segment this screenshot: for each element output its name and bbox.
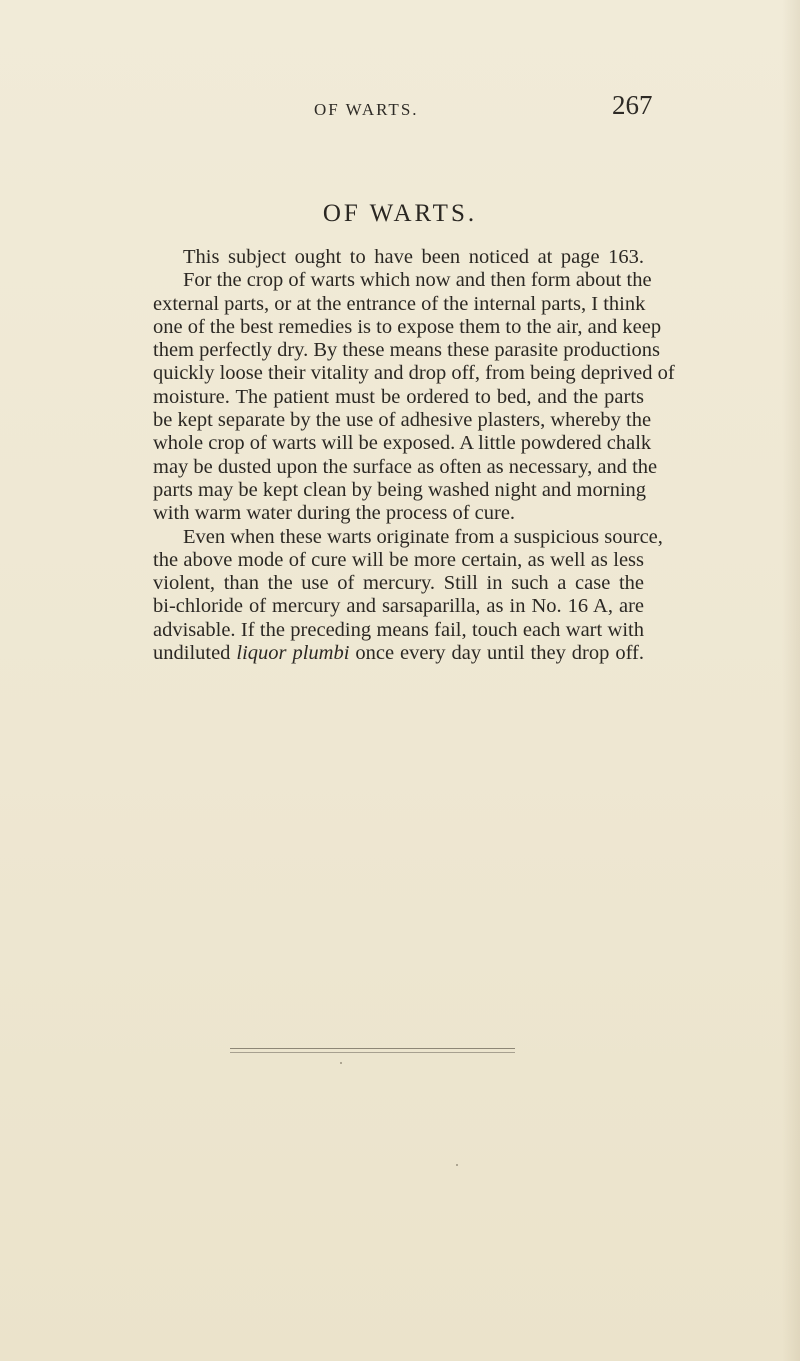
section-rule-secondary xyxy=(230,1052,515,1053)
text-line: whole crop of warts will be exposed. A little powdered chalk xyxy=(153,432,652,455)
section-heading: OF WARTS. xyxy=(322,200,478,227)
text-line: with warm water during the process of cure. xyxy=(153,502,516,525)
text-line: be kept separate by the use of adhesive plasters, whereby the xyxy=(153,409,652,432)
text-line-last xyxy=(153,642,644,665)
text-line: the above mode of cure will be more certain, as well as less xyxy=(153,548,644,571)
text-line: moisture. The patient must be ordered to bed, and the parts xyxy=(153,385,644,408)
body-text xyxy=(153,246,675,665)
text-line: quickly loose their vitality and drop off, from being deprived of xyxy=(153,362,675,385)
text-line: one of the best remedies is to expose them to the air, and keep xyxy=(153,315,662,338)
text-line: them perfectly dry. By these means these parasite productions xyxy=(153,339,661,362)
text-line: may be dusted upon the surface as often as necessary, and the xyxy=(153,455,658,478)
text-line: Even when these warts originate from a suspicious source, xyxy=(183,525,663,548)
text-line: bi-chloride of mercury and sarsaparilla, as in No. 16 A, are xyxy=(153,595,644,618)
page-number: 267 xyxy=(612,90,653,120)
text-line: external parts, or at the entrance of the internal parts, I think xyxy=(153,292,646,315)
text-line: advisable. If the preceding means fail, touch each wart with xyxy=(153,618,644,641)
text-line: This subject ought to have been noticed at page 163. xyxy=(183,246,644,268)
text-line: For the crop of warts which now and then form about the xyxy=(183,269,652,292)
text-span: undiluted xyxy=(153,642,237,665)
running-head xyxy=(0,90,800,126)
text-line: violent, than the use of mercury. Still in such a case the xyxy=(153,572,644,595)
running-head-title: OF WARTS. xyxy=(314,100,419,119)
text-line: parts may be kept clean by being washed night and morning xyxy=(153,478,647,501)
paper-speck xyxy=(456,1164,458,1166)
section-rule xyxy=(230,1048,515,1049)
paper-speck xyxy=(340,1062,342,1064)
text-span: once every day until they drop off. xyxy=(349,642,644,665)
italic-term: liquor plumbi xyxy=(236,642,350,665)
